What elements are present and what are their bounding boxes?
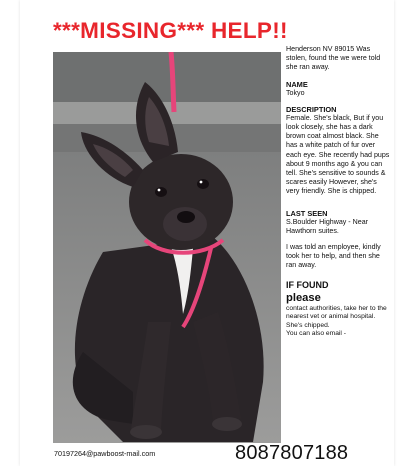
location-note: Henderson NV 89015 Was stolen, found the we were told she ran away. [286, 45, 381, 72]
dog-photo [53, 52, 281, 443]
contact-email[interactable]: 70197264@pawboost-mail.com [54, 449, 156, 458]
if-found-emphasis: please [286, 291, 321, 304]
last-seen-label: LAST SEEN [286, 208, 328, 218]
french-bulldog-illustration [53, 52, 281, 443]
description-label: DESCRIPTION [286, 104, 337, 114]
contact-phone[interactable]: 8087807188 [235, 442, 349, 464]
last-seen-text: S.Boulder Highway - Near Hawthorn suites. [286, 217, 369, 235]
name-value: Tokyo [286, 88, 305, 97]
pet-details-panel [286, 45, 390, 339]
description-text: Female. She's black, But if you look closely, she has a dark brown coat almost black. She has a white patch of fur over each eye. She recently had pups about 9 months ago & you can tell. She's sensitive to sounds & scares easily However, she's very friendly. She is chipped. [286, 113, 390, 196]
extra-note: I was told an employee, kindly took her to help, and then she ran away. [286, 243, 381, 270]
name-label: NAME [286, 79, 308, 89]
if-found-label: IF FOUND [286, 279, 329, 290]
if-found-text: contact authorities, take her to the nearest vet or animal hospital. She's chipped. [286, 304, 387, 329]
poster-headline: ***MISSING*** HELP!! [53, 18, 288, 43]
contact-note: You can also email - [286, 330, 346, 338]
